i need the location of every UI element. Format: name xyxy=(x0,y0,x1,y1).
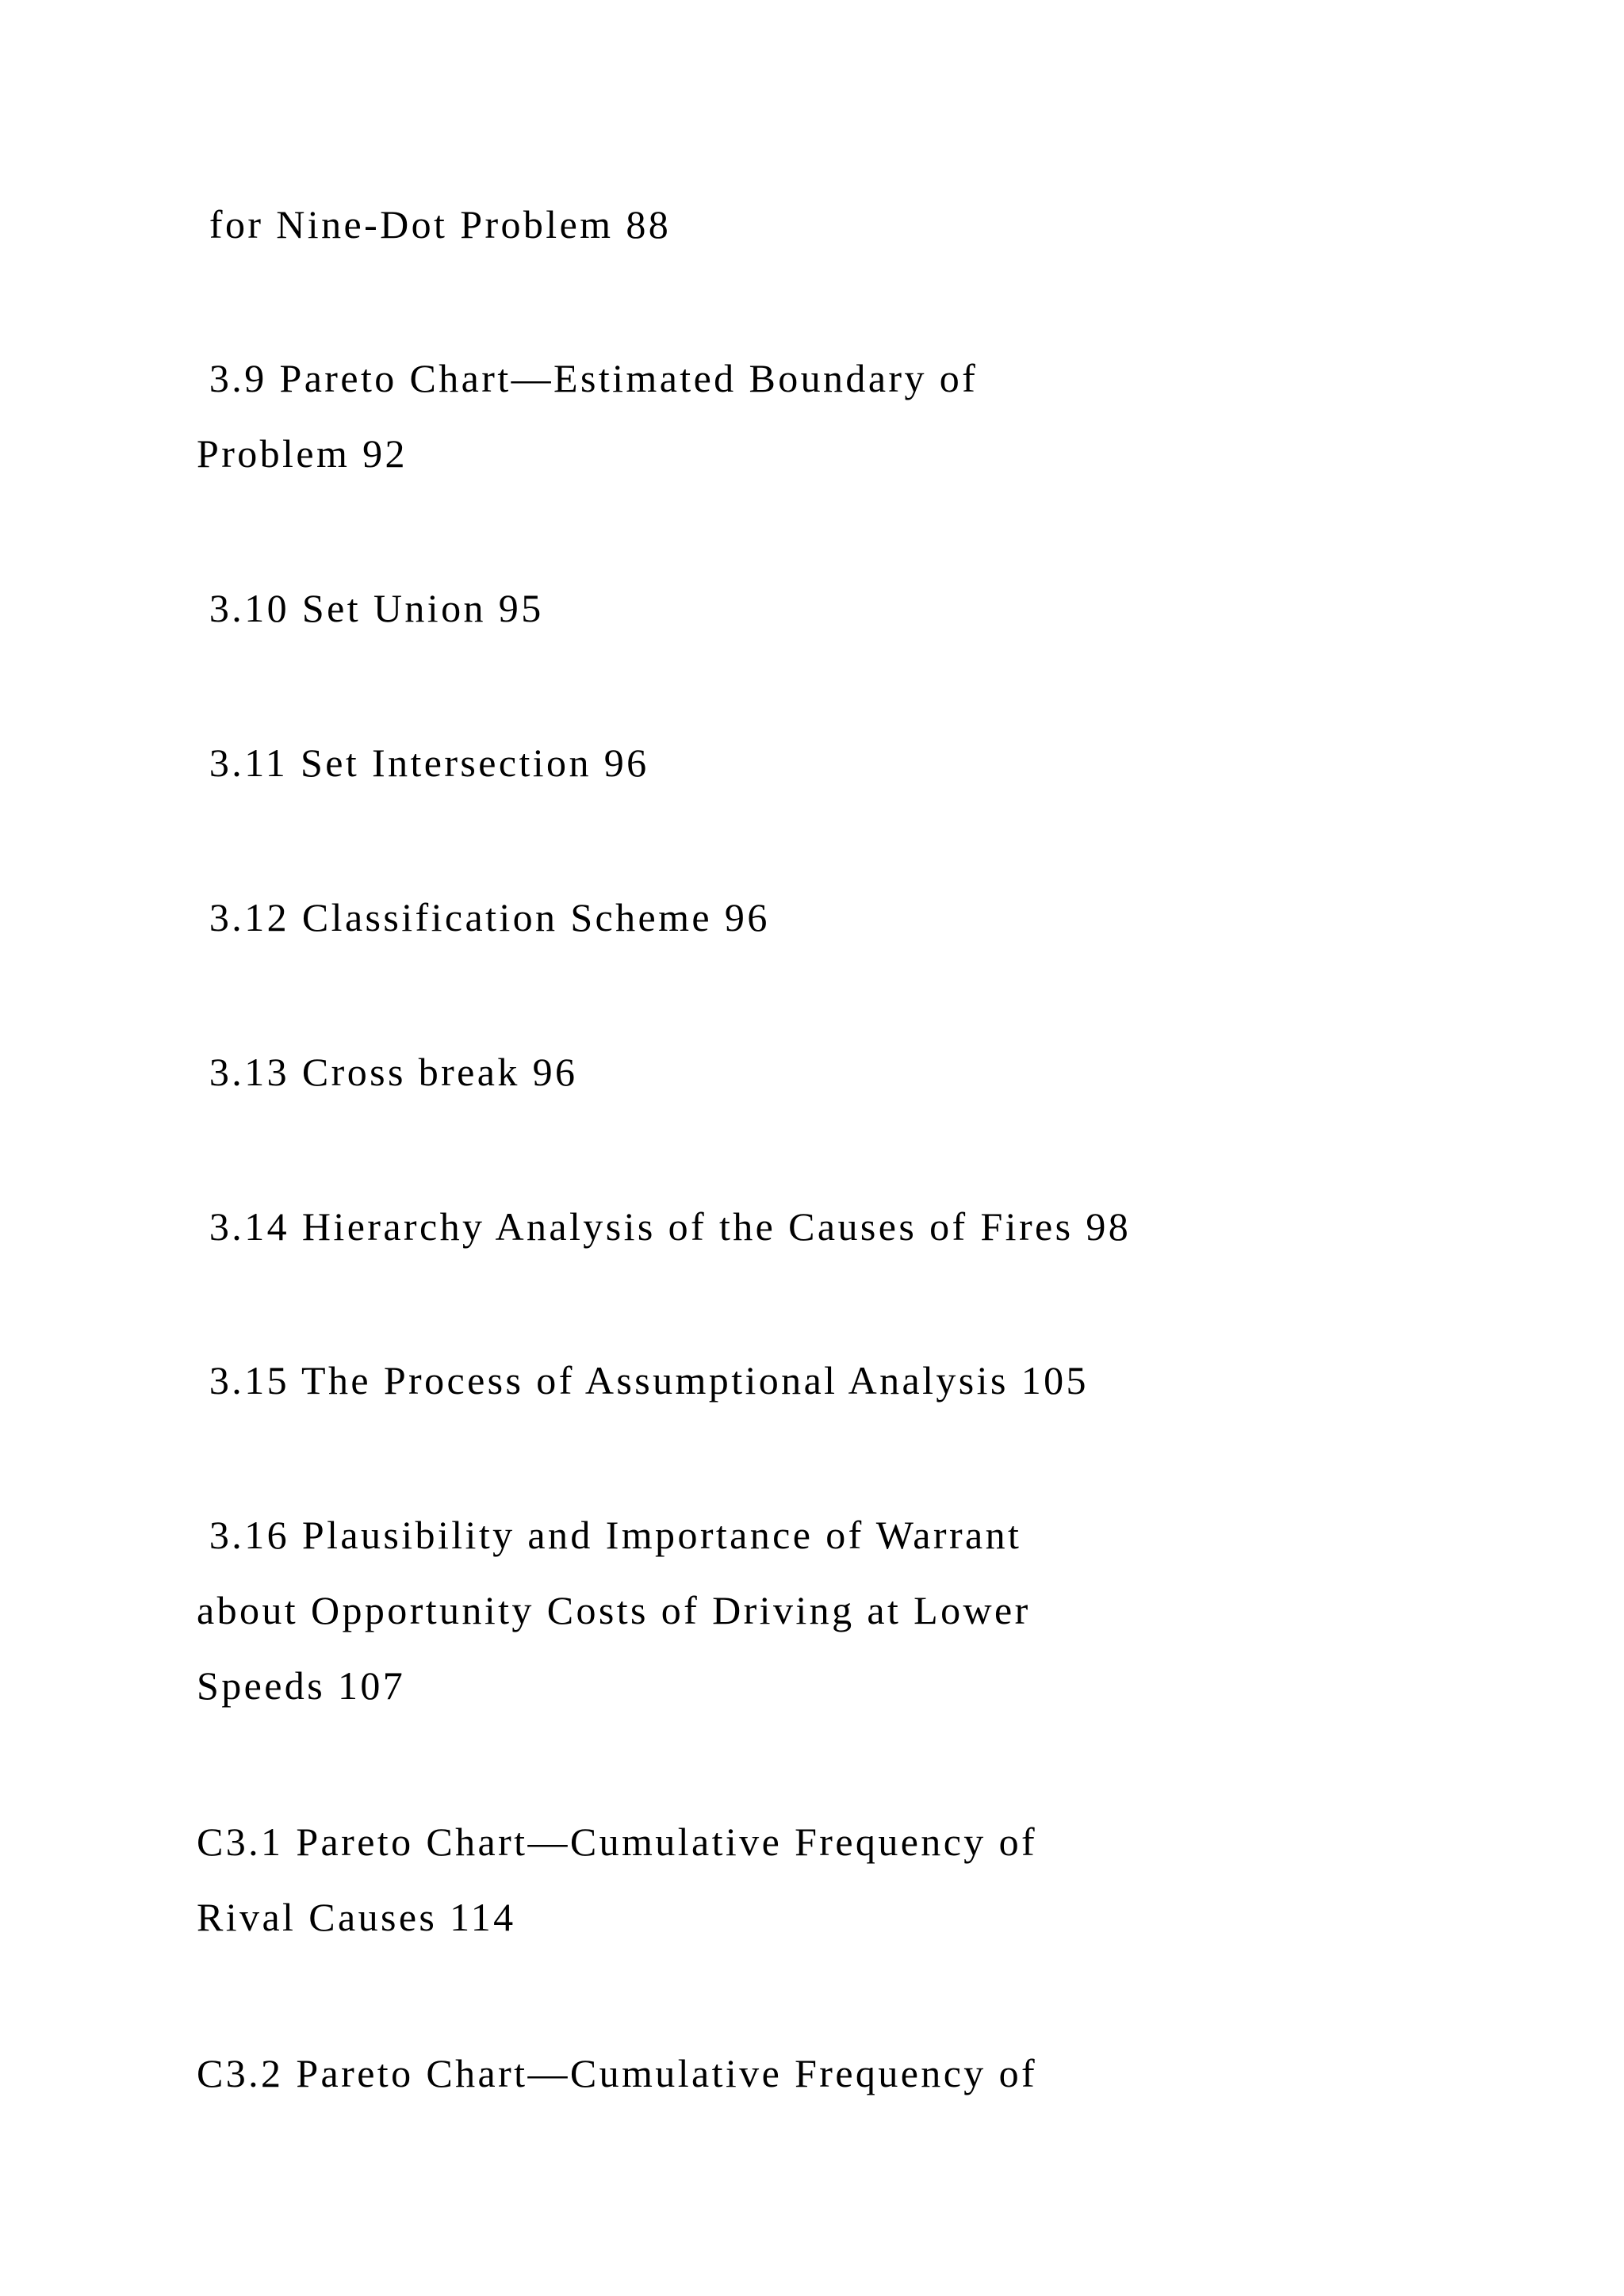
toc-entry-3-11: 3.11 Set Intersection 96 xyxy=(197,740,649,785)
toc-entry-c3-1-cont: Rival Causes 114 xyxy=(197,1895,516,1939)
toc-entry-3-12: 3.12 Classification Scheme 96 xyxy=(197,895,770,939)
toc-entry-3-13: 3.13 Cross break 96 xyxy=(197,1050,578,1094)
toc-entry-3-14: 3.14 Hierarchy Analysis of the Causes of Fires 98 xyxy=(197,1204,1132,1249)
toc-entry-3-16: 3.16 Plausibility and Importance of Warrant xyxy=(197,1513,1022,1557)
toc-line-continuation: for Nine-Dot Problem 88 xyxy=(197,202,672,247)
toc-entry-3-9-cont: Problem 92 xyxy=(197,431,408,476)
toc-entry-3-9: 3.9 Pareto Chart—Estimated Boundary of xyxy=(197,356,979,400)
toc-entry-c3-2: C3.2 Pareto Chart—Cumulative Frequency of xyxy=(197,2051,1038,2095)
toc-entry-3-15: 3.15 The Process of Assumptional Analysis 105 xyxy=(197,1358,1089,1402)
toc-entry-3-16-cont: about Opportunity Costs of Driving at Lower xyxy=(197,1588,1031,1632)
toc-entry-3-16-cont2: Speeds 107 xyxy=(197,1663,406,1708)
toc-entry-c3-1: C3.1 Pareto Chart—Cumulative Frequency of xyxy=(197,1820,1038,1864)
toc-entry-3-10: 3.10 Set Union 95 xyxy=(197,586,544,630)
